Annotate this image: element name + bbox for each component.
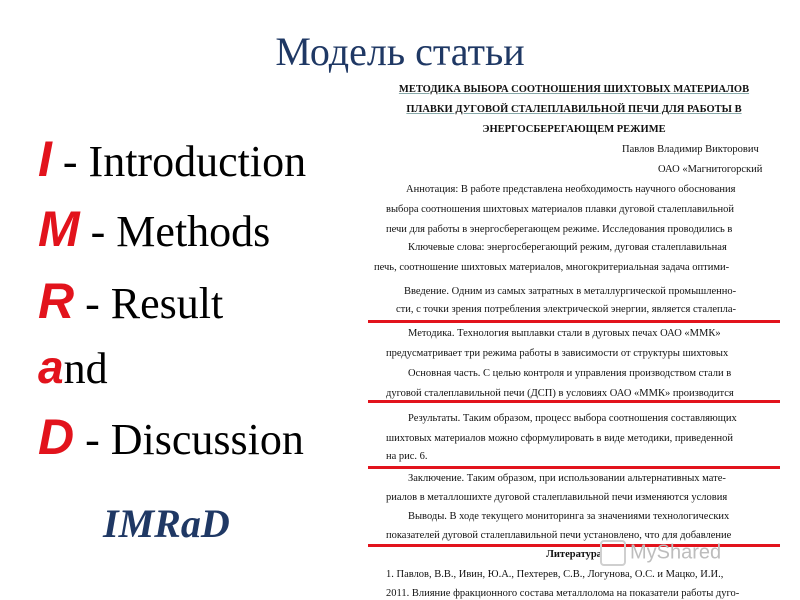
imrad-text-methods: - Methods (79, 207, 271, 256)
imrad-discussion (38, 408, 304, 466)
section-separator (368, 466, 780, 469)
slide-title: Модель статьи (275, 29, 525, 74)
imrad-methods (38, 200, 270, 258)
imrad-text-discussion: - Discussion (74, 415, 304, 464)
doc-line: дуговой сталеплавильной печи (ДСП) в условиях ОАО «ММК» производится (386, 388, 734, 399)
doc-line: сти, с точки зрения потребления электрической энергии, является сталепла- (396, 304, 737, 315)
doc-line: выбора соотношения шихтовых материалов плавки дуговой сталеплавильной (386, 204, 734, 215)
watermark-text: MyShared (630, 541, 722, 564)
doc-line: показателей дуговой сталеплавильной печи установлено, что для добавление (386, 530, 732, 541)
imrad-letter-a: a (38, 341, 64, 393)
imrad-text-introduction: - Introduction (51, 137, 307, 186)
doc-title-line-2: ПЛАВКИ ДУГОВОЙ СТАЛЕПЛАВИЛЬНОЙ ПЕЧИ ДЛЯ РАБОТЫ В (406, 104, 742, 115)
watermark-logo-icon (600, 540, 626, 566)
doc-line: Аннотация: В работе представлена необходимость научного обоснования (406, 184, 736, 195)
doc-line: Основная часть. С целью контроля и управления производством стали в (408, 368, 732, 379)
imrad-acronym: IMRaD (103, 501, 230, 546)
doc-title-line-3: ЭНЕРГОСБЕРЕГАЮЩЕМ РЕЖИМЕ (482, 124, 666, 135)
doc-line: на рис. 6. (386, 451, 428, 462)
section-separator (368, 320, 780, 323)
imrad-letter-i: I (38, 131, 52, 187)
doc-line: Методика. Технология выплавки стали в дуговых печах ОАО «ММК» (408, 328, 721, 339)
doc-author: Павлов Владимир Викторович (622, 144, 759, 155)
section-separator (368, 400, 780, 403)
doc-line: Ключевые слова: энергосберегающий режим, дуговая сталеплавильная (408, 242, 727, 253)
doc-line: 1. Павлов, В.В., Ивин, Ю.А., Пехтерев, С.В., Логунова, О.С. и Мацко, И.И., (386, 569, 724, 580)
doc-line: Заключение. Таким образом, при использовании альтернативных мате- (408, 473, 726, 484)
doc-title-line-1: МЕТОДИКА ВЫБОРА СООТНОШЕНИЯ ШИХТОВЫХ МАТЕРИАЛОВ (398, 84, 750, 95)
imrad-text-result: - Result (74, 279, 224, 328)
doc-line: Выводы. В ходе текущего мониторинга за значениями технологических (408, 511, 730, 522)
doc-line: Результаты. Таким образом, процесс выбора соотношения составляющих (408, 413, 737, 424)
doc-line: шихтовых материалов можно сформулировать в виде методики, приведенной (386, 433, 733, 444)
article-image (368, 78, 780, 600)
doc-line: предусматривает три режима работы в зависимости от структуры шихтовых (386, 348, 729, 359)
imrad-letter-r: R (38, 273, 75, 329)
imrad-and (38, 340, 108, 394)
doc-line: Введение. Одним из самых затратных в металлургической промышленно- (404, 286, 737, 297)
imrad-letter-m: M (38, 201, 80, 257)
doc-line: печь, соотношение шихтовых материалов, многокритериальная задача оптими- (374, 262, 730, 273)
doc-line: риалов в металлошихте дуговой сталеплавильной печи изменяются условия (386, 492, 728, 503)
imrad-result (38, 272, 223, 330)
doc-affiliation: ОАО «Магнитогорский (658, 164, 763, 175)
doc-line: печи для работы в энергосберегающем режиме. Исследования проводились в (386, 224, 733, 235)
imrad-letter-d: D (38, 409, 75, 465)
imrad-text-and: nd (63, 344, 108, 393)
doc-references-heading: Литература (546, 549, 602, 560)
doc-line: 2011. Влияние фракционного состава металлолома на показатели работы дуго- (386, 588, 740, 599)
watermark (600, 540, 721, 566)
imrad-introduction (38, 130, 306, 188)
